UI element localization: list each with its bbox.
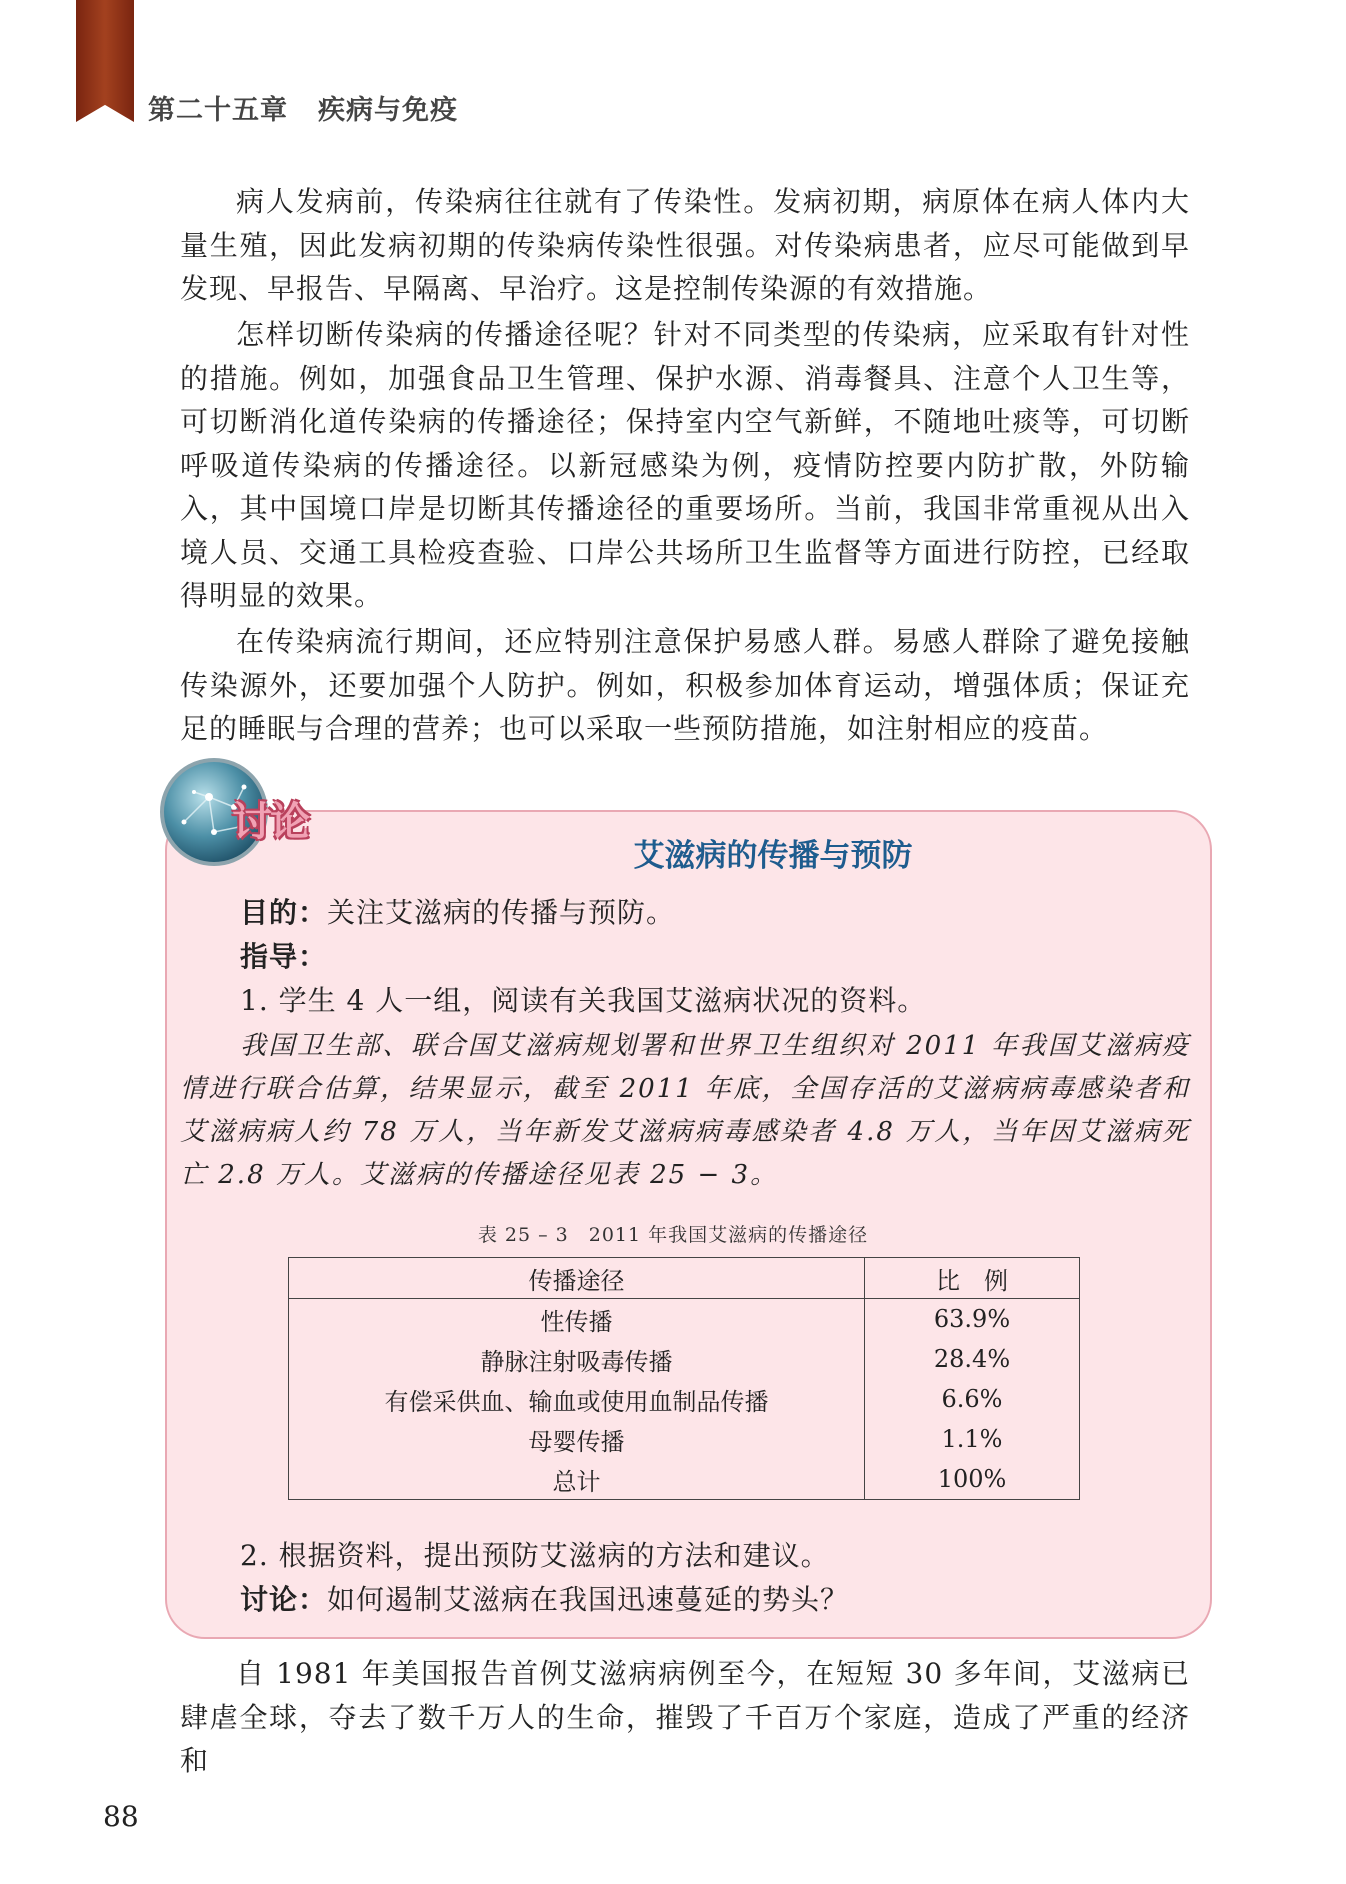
table-row xyxy=(289,1339,1080,1379)
chapter-number: 第二十五章 xyxy=(148,95,288,126)
page-number: 88 xyxy=(103,1800,139,1833)
step-2: 2. 根据资料，提出预防艾滋病的方法和建议。 xyxy=(240,1539,830,1572)
table-cell-route: 总计 xyxy=(289,1459,865,1500)
table-cell-route: 母婴传播 xyxy=(289,1419,865,1459)
chapter-bookmark-ribbon xyxy=(76,0,134,122)
step-1: 1. 学生 4 人一组，阅读有关我国艾滋病状况的资料。 xyxy=(240,984,927,1017)
table-cell-route: 有偿采供血、输血或使用血制品传播 xyxy=(289,1379,865,1419)
goal-line xyxy=(240,893,675,933)
table-cell-ratio: 1.1% xyxy=(865,1419,1080,1459)
chapter-header xyxy=(148,88,458,127)
question-text: 如何遏制艾滋病在我国迅速蔓延的势头？ xyxy=(327,1583,850,1616)
table-header-ratio: 比 例 xyxy=(865,1258,1080,1299)
table-cell-route: 静脉注射吸毒传播 xyxy=(289,1339,865,1379)
paragraph-2: 怎样切断传染病的传播途径呢？针对不同类型的传染病，应采取有针对性的措施。例如，加强食品卫生管理、保护水源、消毒餐具、注意个人卫生等，可切断消化道传染病的传播途径；保持室内空气新鲜，不随地吐痰等，可切断呼吸道传染病的传播途径。以新冠感染为例，疫情防控要内防扩散，外防输入，其中国境口岸是切断其传播途径的重要场所。当前，我国非常重视从出入境人员、交通工具检疫查验、口岸公共场所卫生监督等方面进行防控，已经取得明显的效果。 xyxy=(180,318,1190,612)
table-row xyxy=(289,1379,1080,1419)
discussion-label: 讨论 xyxy=(232,799,308,845)
table-row xyxy=(289,1419,1080,1459)
paragraph-3: 在传染病流行期间，还应特别注意保护易感人群。易感人群除了避免接触传染源外，还要加强个人防护。例如，积极参加体育运动，增强体质；保证充足的睡眠与合理的营养；也可以采取一些预防措施，如注射相应的疫苗。 xyxy=(180,625,1190,745)
question-label: 讨论： xyxy=(240,1583,328,1616)
table-header-row xyxy=(289,1258,1080,1299)
closing-paragraph: 自 1981 年美国报告首例艾滋病病例至今，在短短 30 多年间，艾滋病已肆虐全球，夺去了数千万人的生命，摧毁了千百万个家庭，造成了严重的经济和 xyxy=(180,1657,1190,1777)
table-cell-ratio: 63.9% xyxy=(865,1299,1080,1340)
chapter-title: 疾病与免疫 xyxy=(318,95,458,126)
table-cell-ratio: 28.4% xyxy=(865,1339,1080,1379)
goal-text: 关注艾滋病的传播与预防。 xyxy=(327,896,676,929)
transmission-table xyxy=(288,1257,1080,1500)
table-header-route: 传播途径 xyxy=(289,1258,865,1299)
table-cell-ratio: 6.6% xyxy=(865,1379,1080,1419)
aids-material-text: 我国卫生部、联合国艾滋病规划署和世界卫生组织对 2011 年我国艾滋病疫情进行联合估算，结果显示，截至 2011 年底，全国存活的艾滋病病毒感染者和艾滋病病人约 78 万人，当年新发艾滋病病毒感染者 4.8 万人，当年因艾滋病死亡 2.8 万人。艾滋病的传播途径见表 25 − 3。 xyxy=(180,1031,1190,1190)
table-caption: 表 25 – 3 2011 年我国艾滋病的传播途径 xyxy=(477,1224,869,1246)
table-cell-ratio: 100% xyxy=(865,1459,1080,1500)
goal-label: 目的： xyxy=(240,896,328,929)
table-row xyxy=(289,1459,1080,1500)
discussion-title: 艾滋病的传播与预防 xyxy=(633,838,913,874)
paragraph-1: 病人发病前，传染病往往就有了传染性。发病初期，病原体在病人体内大量生殖，因此发病初期的传染病传染性很强。对传染病患者，应尽可能做到早发现、早报告、早隔离、早治疗。这是控制传染源的有效措施。 xyxy=(180,185,1190,305)
table-cell-route: 性传播 xyxy=(289,1299,865,1340)
question-line xyxy=(240,1580,849,1620)
guide-label: 指导： xyxy=(240,940,328,973)
table-row xyxy=(289,1299,1080,1340)
